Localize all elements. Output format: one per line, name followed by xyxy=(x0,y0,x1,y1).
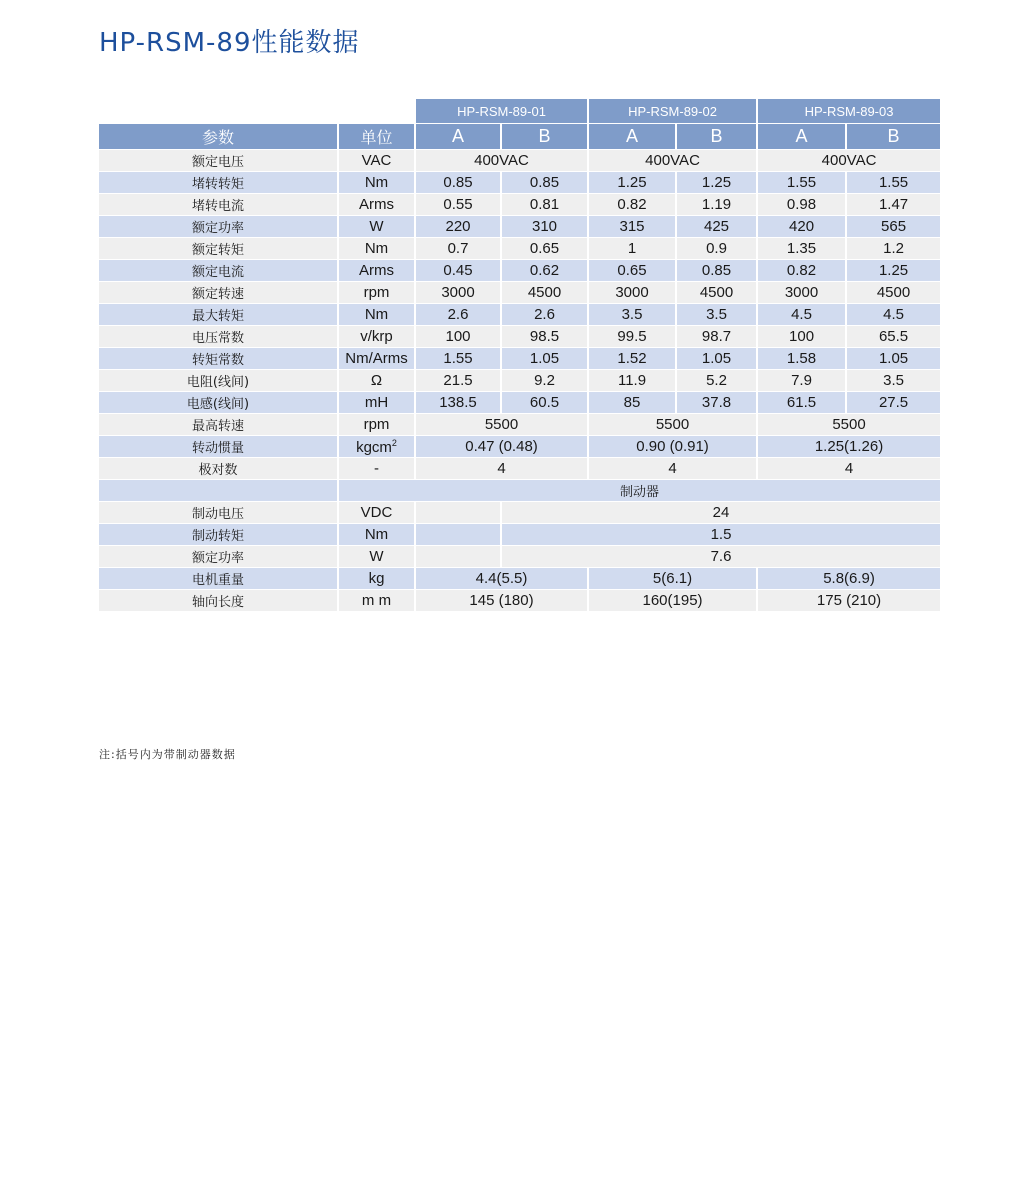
blank-cell xyxy=(416,502,502,524)
unit-cell xyxy=(339,194,416,216)
model-header-blank xyxy=(339,99,416,124)
unit-text: Ω xyxy=(370,372,383,389)
value-cell: 60.5 xyxy=(502,392,589,414)
table-row xyxy=(99,436,940,458)
variant-header: A xyxy=(416,124,502,150)
value-cell: 100 xyxy=(758,326,847,348)
table-row xyxy=(99,238,940,260)
param-cell: 转矩常数 xyxy=(99,348,339,370)
table-row xyxy=(99,414,940,436)
param-cell: 电感(线间) xyxy=(99,392,339,414)
value-cell: 160(195) xyxy=(589,590,758,612)
param-cell: 制动电压 xyxy=(99,502,339,524)
unit-text: Nm xyxy=(364,306,389,323)
param-cell: 额定转矩 xyxy=(99,238,339,260)
value-cell: 2.6 xyxy=(416,304,502,326)
value-cell: 1.05 xyxy=(677,348,758,370)
table-row xyxy=(99,304,940,326)
value-cell: 1.2 xyxy=(847,238,940,260)
table-row xyxy=(99,370,940,392)
param-cell: 堵转转矩 xyxy=(99,172,339,194)
unit-text: Arms xyxy=(359,262,394,279)
unit-text: VAC xyxy=(361,152,392,169)
unit-cell xyxy=(339,414,416,436)
unit-text: mH xyxy=(364,394,389,411)
table-row xyxy=(99,392,940,414)
value-cell: 7.9 xyxy=(758,370,847,392)
model-name-cell: HP-RSM-89-02 xyxy=(589,99,758,124)
value-cell: 0.9 xyxy=(677,238,758,260)
model-name-cell: HP-RSM-89-01 xyxy=(416,99,589,124)
value-cell: 0.65 xyxy=(589,260,677,282)
section-blank xyxy=(99,480,339,502)
value-cell: 1.55 xyxy=(847,172,940,194)
variant-header: B xyxy=(502,124,589,150)
blank-cell xyxy=(416,546,502,568)
page-title: HP-RSM-89性能数据 xyxy=(99,28,360,58)
unit-text: Arms xyxy=(359,196,394,213)
unit-cell xyxy=(339,326,416,348)
param-cell: 最高转速 xyxy=(99,414,339,436)
value-cell: 11.9 xyxy=(589,370,677,392)
unit-header: 单位 xyxy=(339,124,416,150)
unit-text: kgcm xyxy=(356,438,392,456)
value-cell: 85 xyxy=(589,392,677,414)
param-cell: 额定功率 xyxy=(99,546,339,568)
table-row xyxy=(99,326,940,348)
variant-header: A xyxy=(589,124,677,150)
model-header-blank xyxy=(99,99,339,124)
param-cell: 额定电流 xyxy=(99,260,339,282)
param-cell: 电压常数 xyxy=(99,326,339,348)
value-cell: 425 xyxy=(677,216,758,238)
value-cell: 0.85 xyxy=(502,172,589,194)
value-cell: 0.82 xyxy=(589,194,677,216)
value-cell: 565 xyxy=(847,216,940,238)
value-cell: 4 xyxy=(589,458,758,480)
unit-cell xyxy=(339,282,416,304)
unit-cell xyxy=(339,348,416,370)
value-cell: 4.5 xyxy=(847,304,940,326)
value-cell: 1.25(1.26) xyxy=(758,436,940,458)
unit-cell xyxy=(339,502,416,524)
value-cell: 0.62 xyxy=(502,260,589,282)
value-cell: 420 xyxy=(758,216,847,238)
table-row xyxy=(99,458,940,480)
brake-row xyxy=(99,502,940,524)
value-cell: 1.55 xyxy=(416,348,502,370)
unit-cell xyxy=(339,304,416,326)
param-header: 参数 xyxy=(99,124,339,150)
value-cell: 400VAC xyxy=(416,150,589,172)
value-cell: 0.90 (0.91) xyxy=(589,436,758,458)
param-cell: 轴向长度 xyxy=(99,590,339,612)
table-row xyxy=(99,194,940,216)
unit-text: m m xyxy=(361,592,392,609)
value-cell: 1.58 xyxy=(758,348,847,370)
table-row xyxy=(99,216,940,238)
brake-section-row xyxy=(99,480,940,502)
table-row xyxy=(99,590,940,612)
value-cell: 4.4(5.5) xyxy=(416,568,589,590)
value-cell: 98.5 xyxy=(502,326,589,348)
value-cell: 100 xyxy=(416,326,502,348)
value-cell: 3.5 xyxy=(677,304,758,326)
variant-header: B xyxy=(677,124,758,150)
value-cell: 0.85 xyxy=(416,172,502,194)
table-row xyxy=(99,348,940,370)
value-cell: 98.7 xyxy=(677,326,758,348)
value-cell: 1.25 xyxy=(677,172,758,194)
value-cell: 21.5 xyxy=(416,370,502,392)
value-cell: 1.55 xyxy=(758,172,847,194)
value-cell: 37.8 xyxy=(677,392,758,414)
value-cell: 5500 xyxy=(758,414,940,436)
unit-cell xyxy=(339,436,416,458)
value-cell: 138.5 xyxy=(416,392,502,414)
unit-text: W xyxy=(369,218,384,235)
unit-text: VDC xyxy=(360,504,393,521)
unit-cell xyxy=(339,370,416,392)
value-cell: 65.5 xyxy=(847,326,940,348)
variant-header: A xyxy=(758,124,847,150)
value-cell: 1.05 xyxy=(847,348,940,370)
param-cell: 转动惯量 xyxy=(99,436,339,458)
unit-cell xyxy=(339,524,416,546)
value-cell: 3.5 xyxy=(847,370,940,392)
value-cell: 5500 xyxy=(416,414,589,436)
variant-header: B xyxy=(847,124,940,150)
brake-row xyxy=(99,524,940,546)
value-cell: 1.5 xyxy=(502,524,940,546)
value-cell: 1.19 xyxy=(677,194,758,216)
value-cell: 175 (210) xyxy=(758,590,940,612)
unit-text: v/krp xyxy=(360,328,393,345)
param-cell: 极对数 xyxy=(99,458,339,480)
unit-cell xyxy=(339,392,416,414)
value-cell: 1.47 xyxy=(847,194,940,216)
value-cell: 3000 xyxy=(416,282,502,304)
unit-cell xyxy=(339,172,416,194)
param-cell: 制动转矩 xyxy=(99,524,339,546)
value-cell: 0.98 xyxy=(758,194,847,216)
value-cell: 1.35 xyxy=(758,238,847,260)
value-cell: 1.52 xyxy=(589,348,677,370)
value-cell: 99.5 xyxy=(589,326,677,348)
unit-text: rpm xyxy=(363,284,390,301)
column-header-row xyxy=(99,124,940,150)
unit-cell xyxy=(339,568,416,590)
unit-cell xyxy=(339,260,416,282)
param-cell: 电机重量 xyxy=(99,568,339,590)
value-cell: 9.2 xyxy=(502,370,589,392)
value-cell: 0.55 xyxy=(416,194,502,216)
table-row xyxy=(99,150,940,172)
value-cell: 0.7 xyxy=(416,238,502,260)
unit-text: Nm/Arms xyxy=(345,350,408,367)
value-cell: 4 xyxy=(758,458,940,480)
param-cell: 额定电压 xyxy=(99,150,339,172)
value-cell: 1 xyxy=(589,238,677,260)
unit-text: Nm xyxy=(364,240,389,257)
model-header-row xyxy=(99,99,940,124)
table-row xyxy=(99,260,940,282)
value-cell: 1.25 xyxy=(847,260,940,282)
value-cell: 145 (180) xyxy=(416,590,589,612)
unit-cell xyxy=(339,590,416,612)
unit-text: kg xyxy=(368,570,385,587)
value-cell: 2.6 xyxy=(502,304,589,326)
unit-cell xyxy=(339,238,416,260)
unit-text: rpm xyxy=(363,416,390,433)
unit-cell xyxy=(339,458,416,480)
unit-cell xyxy=(339,546,416,568)
value-cell: 4500 xyxy=(677,282,758,304)
value-cell: 1.05 xyxy=(502,348,589,370)
value-cell: 0.45 xyxy=(416,260,502,282)
value-cell: 4 xyxy=(416,458,589,480)
value-cell: 5.2 xyxy=(677,370,758,392)
param-cell: 最大转矩 xyxy=(99,304,339,326)
value-cell: 1.25 xyxy=(589,172,677,194)
value-cell: 3000 xyxy=(589,282,677,304)
param-cell: 额定转速 xyxy=(99,282,339,304)
unit-text: - xyxy=(374,460,379,477)
value-cell: 61.5 xyxy=(758,392,847,414)
unit-text: W xyxy=(369,548,384,565)
value-cell: 7.6 xyxy=(502,546,940,568)
footnote: 注:括号内为带制动器数据 xyxy=(99,748,236,761)
value-cell: 310 xyxy=(502,216,589,238)
unit-cell xyxy=(339,216,416,238)
table-row xyxy=(99,172,940,194)
unit-superscript: 2 xyxy=(391,437,397,448)
value-cell: 0.85 xyxy=(677,260,758,282)
brake-row xyxy=(99,546,940,568)
value-cell: 24 xyxy=(502,502,940,524)
value-cell: 4500 xyxy=(847,282,940,304)
brake-section-title: 制动器 xyxy=(339,480,940,502)
unit-text: Nm xyxy=(364,526,389,543)
table-row xyxy=(99,282,940,304)
value-cell: 4500 xyxy=(502,282,589,304)
param-cell: 堵转电流 xyxy=(99,194,339,216)
model-name-cell: HP-RSM-89-03 xyxy=(758,99,940,124)
unit-cell xyxy=(339,150,416,172)
value-cell: 5(6.1) xyxy=(589,568,758,590)
value-cell: 4.5 xyxy=(758,304,847,326)
value-cell: 315 xyxy=(589,216,677,238)
value-cell: 400VAC xyxy=(758,150,940,172)
performance-data-table xyxy=(99,99,940,612)
value-cell: 0.65 xyxy=(502,238,589,260)
value-cell: 27.5 xyxy=(847,392,940,414)
value-cell: 3.5 xyxy=(589,304,677,326)
value-cell: 5500 xyxy=(589,414,758,436)
table-row xyxy=(99,568,940,590)
value-cell: 0.81 xyxy=(502,194,589,216)
value-cell: 400VAC xyxy=(589,150,758,172)
param-cell: 额定功率 xyxy=(99,216,339,238)
value-cell: 3000 xyxy=(758,282,847,304)
value-cell: 0.47 (0.48) xyxy=(416,436,589,458)
unit-text: Nm xyxy=(364,174,389,191)
value-cell: 0.82 xyxy=(758,260,847,282)
param-cell: 电阻(线间) xyxy=(99,370,339,392)
blank-cell xyxy=(416,524,502,546)
value-cell: 220 xyxy=(416,216,502,238)
value-cell: 5.8(6.9) xyxy=(758,568,940,590)
